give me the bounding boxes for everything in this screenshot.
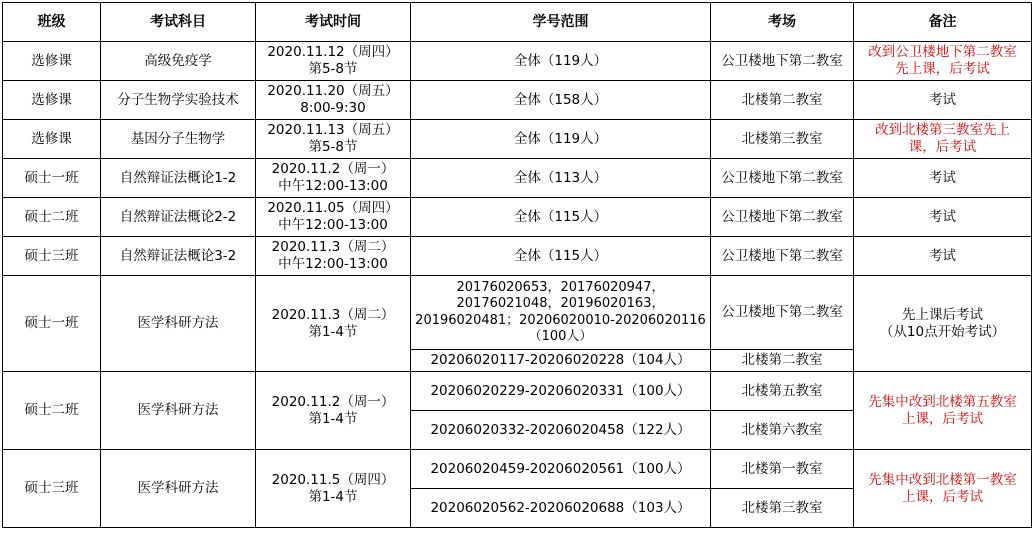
- time-period: 8:00-9:30: [300, 100, 366, 116]
- time-period: 第5-8节: [308, 61, 358, 77]
- room-cell: 公卫楼地下第二教室: [711, 276, 854, 350]
- subject-cell: 高级免疫学: [101, 42, 256, 81]
- note-line: 课，后考试: [908, 139, 977, 155]
- header-class: 班级: [3, 3, 101, 42]
- time-date: 2020.11.3（周二）: [271, 306, 395, 323]
- note-line: 先上课，后考试: [895, 61, 990, 77]
- header-time: 考试时间: [256, 3, 411, 42]
- subject-cell: 医学科研方法: [101, 450, 256, 528]
- range-line: 20176021048，20196020163，: [456, 296, 665, 311]
- subject-cell: 分子生物学实验技术: [101, 81, 256, 120]
- time-period: 中午12:00-13:00: [278, 178, 388, 194]
- time-cell: [256, 372, 411, 450]
- time-date: 2020.11.2（周一）: [271, 161, 395, 177]
- time-cell: [256, 42, 411, 81]
- class-cell: 硕士二班: [3, 372, 101, 450]
- room-cell: 公卫楼地下第二教室: [711, 237, 854, 276]
- range-cell: [411, 276, 711, 350]
- range-line: 20176020653，20176020947，: [456, 279, 665, 295]
- range-cell: 20206020562-20206020688（103人）: [411, 489, 711, 528]
- time-date: 2020.11.12（周四）: [267, 44, 399, 60]
- time-cell: [256, 237, 411, 276]
- table-row: [3, 81, 1032, 120]
- note-cell: 考试: [854, 81, 1032, 120]
- range-line: 20196020481；20206020010-20206020116: [415, 312, 706, 328]
- note-cell: [854, 372, 1032, 450]
- class-cell: 硕士一班: [3, 159, 101, 198]
- time-period: 中午12:00-13:00: [278, 256, 388, 272]
- room-cell: 北楼第二教室: [711, 81, 854, 120]
- range-cell: 全体（115人）: [411, 237, 711, 276]
- room-cell: 北楼第六教室: [711, 411, 854, 450]
- note-line: 先上课后考试: [902, 306, 983, 323]
- room-cell: 北楼第一教室: [711, 450, 854, 489]
- subject-cell: 自然辩证法概论1-2: [101, 159, 256, 198]
- range-line: （100人）: [528, 329, 593, 344]
- range-cell: 全体（115人）: [411, 198, 711, 237]
- class-cell: 硕士三班: [3, 237, 101, 276]
- header-room: 考场: [711, 3, 854, 42]
- room-cell: 北楼第二教室: [711, 350, 854, 372]
- room-cell: 北楼第五教室: [711, 372, 854, 411]
- time-period: 第1-4节: [308, 323, 358, 340]
- note-cell: [854, 42, 1032, 81]
- range-cell: 全体（119人）: [411, 120, 711, 159]
- time-cell: [256, 450, 411, 528]
- table-row: [3, 276, 1032, 350]
- note-cell: 考试: [854, 159, 1032, 198]
- time-cell: [256, 276, 411, 372]
- note-line: 上课，后考试: [902, 488, 983, 505]
- class-cell: 硕士一班: [3, 276, 101, 372]
- note-line: 上课，后考试: [902, 410, 983, 427]
- table-row: [3, 120, 1032, 159]
- subject-cell: 自然辩证法概论2-2: [101, 198, 256, 237]
- time-cell: [256, 120, 411, 159]
- note-line: 改到公卫楼地下第二教室: [868, 44, 1017, 60]
- header-note: 备注: [854, 3, 1032, 42]
- class-cell: 硕士三班: [3, 450, 101, 528]
- time-cell: [256, 159, 411, 198]
- subject-cell: 医学科研方法: [101, 372, 256, 450]
- time-cell: [256, 198, 411, 237]
- note-cell: [854, 450, 1032, 528]
- time-date: 2020.11.20（周五）: [267, 83, 399, 99]
- subject-cell: 基因分子生物学: [101, 120, 256, 159]
- note-cell: [854, 276, 1032, 372]
- table-row: [3, 372, 1032, 411]
- time-date: 2020.11.2（周一）: [271, 393, 395, 410]
- range-cell: 全体（113人）: [411, 159, 711, 198]
- range-cell: 20206020332-20206020458（122人）: [411, 411, 711, 450]
- time-cell: [256, 81, 411, 120]
- note-cell: [854, 120, 1032, 159]
- class-cell: 选修课: [3, 81, 101, 120]
- time-date: 2020.11.13（周五）: [267, 122, 399, 138]
- header-row: [3, 3, 1032, 42]
- note-cell: 考试: [854, 198, 1032, 237]
- table-row: [3, 42, 1032, 81]
- room-cell: 公卫楼地下第二教室: [711, 42, 854, 81]
- subject-cell: 医学科研方法: [101, 276, 256, 372]
- table-row: [3, 198, 1032, 237]
- range-cell: 20206020229-20206020331（100人）: [411, 372, 711, 411]
- note-line: （从10点开始考试）: [879, 323, 1006, 340]
- table-row: [3, 450, 1032, 489]
- time-period: 第5-8节: [308, 139, 358, 155]
- range-cell: 全体（158人）: [411, 81, 711, 120]
- room-cell: 公卫楼地下第二教室: [711, 198, 854, 237]
- time-period: 第1-4节: [308, 410, 358, 427]
- note-line: 先集中改到北楼第一教室: [868, 471, 1017, 488]
- time-date: 2020.11.05（周四）: [267, 200, 399, 216]
- table-row: [3, 159, 1032, 198]
- range-cell: 20206020117-20206020228（104人）: [411, 350, 711, 372]
- time-period: 中午12:00-13:00: [278, 217, 388, 233]
- class-cell: 硕士二班: [3, 198, 101, 237]
- room-cell: 公卫楼地下第二教室: [711, 159, 854, 198]
- range-cell: 全体（119人）: [411, 42, 711, 81]
- note-line: 先集中改到北楼第五教室: [868, 393, 1017, 410]
- note-cell: 考试: [854, 237, 1032, 276]
- time-period: 第1-4节: [308, 488, 358, 505]
- header-subject: 考试科目: [101, 3, 256, 42]
- time-date: 2020.11.3（周二）: [271, 239, 395, 255]
- table-row: [3, 237, 1032, 276]
- note-line: 改到北楼第三教室先上: [875, 122, 1010, 138]
- subject-cell: 自然辩证法概论3-2: [101, 237, 256, 276]
- room-cell: 北楼第三教室: [711, 489, 854, 528]
- range-cell: 20206020459-20206020561（100人）: [411, 450, 711, 489]
- room-cell: 北楼第三教室: [711, 120, 854, 159]
- class-cell: 选修课: [3, 120, 101, 159]
- time-date: 2020.11.5（周四）: [271, 471, 395, 488]
- class-cell: 选修课: [3, 42, 101, 81]
- header-range: 学号范围: [411, 3, 711, 42]
- exam-schedule-table: [2, 2, 1032, 528]
